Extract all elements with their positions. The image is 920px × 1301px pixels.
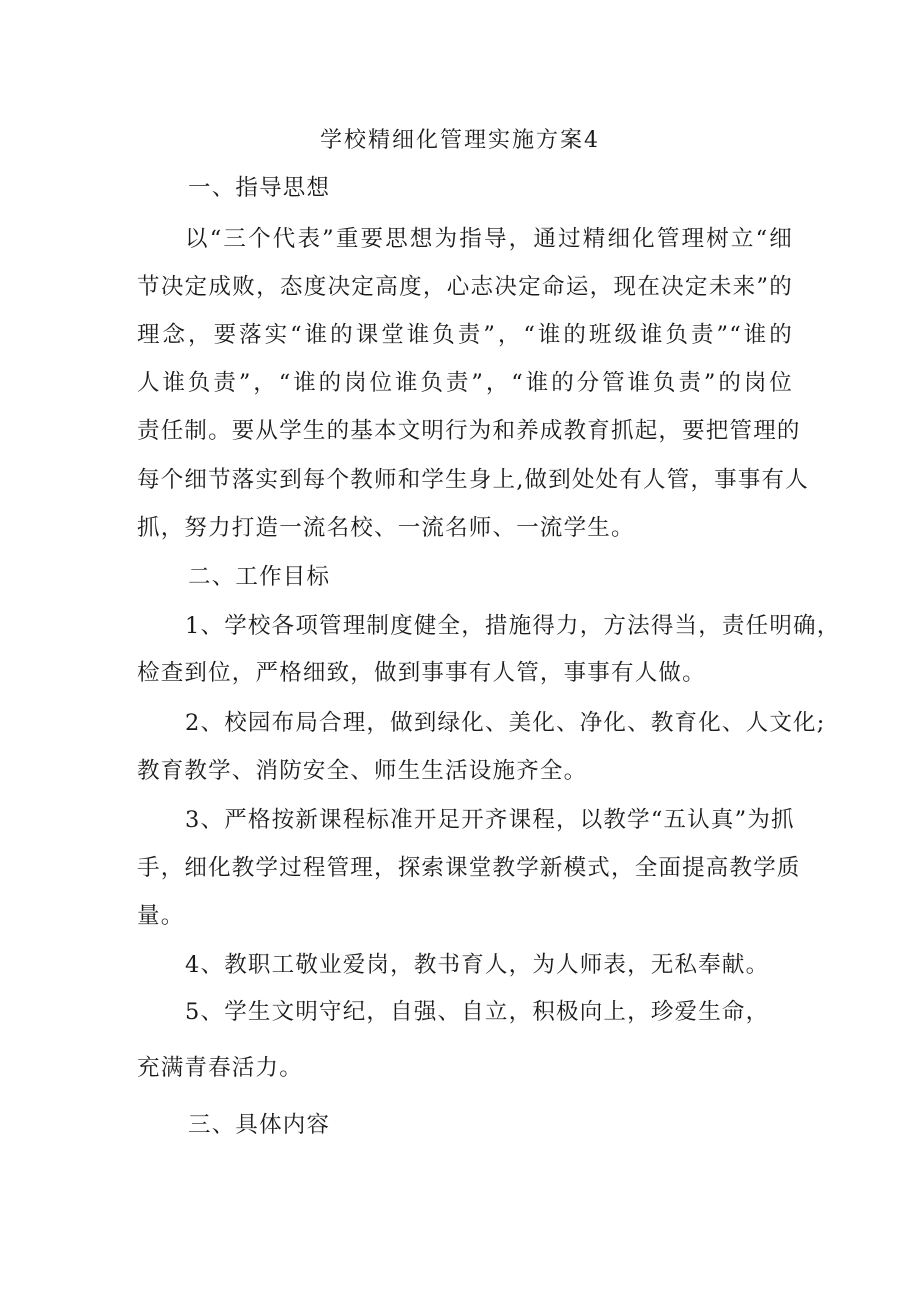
section-heading-3: 三、具体内容 xyxy=(188,1112,331,1138)
section-heading-2: 二、工作目标 xyxy=(188,564,331,590)
page-title: 学校精细化管理实施方案4 xyxy=(320,128,600,153)
goal-5-line: 充满青春活力。 xyxy=(137,1055,303,1081)
goal-3-line: 量。 xyxy=(137,903,185,929)
goal-4-line: 4、教职工敬业爱岗，教书育人，为人师表，无私奉献。 xyxy=(185,952,770,978)
goal-3-line: 手，细化教学过程管理，探索课堂教学新模式，全面提高教学质 xyxy=(137,855,801,881)
paragraph-line: 以“三个代表”重要思想为指导，通过精细化管理树立“细 xyxy=(185,226,793,252)
paragraph-line: 理念，要落实“谁的课堂谁负责”，“谁的班级谁负责”“谁的 xyxy=(137,322,793,348)
section-heading-1: 一、指导思想 xyxy=(188,175,331,201)
paragraph-line: 节决定成败，态度决定高度，心志决定命运，现在决定未来”的 xyxy=(137,274,793,300)
goal-5-line: 5、学生文明守纪，自强、自立，积极向上，珍爱生命， xyxy=(185,999,770,1025)
goal-3-line: 3、严格按新课程标准开足开齐课程，以教学“五认真”为抓 xyxy=(185,807,795,833)
paragraph-line: 抓，努力打造一流名校、一流名师、一流学生。 xyxy=(137,515,635,541)
goal-1-line: 1、学校各项管理制度健全，措施得力，方法得当，责任明确， xyxy=(185,613,841,639)
paragraph-line: 责任制。要从学生的基本文明行为和养成教育抓起，要把管理的 xyxy=(137,418,801,444)
goal-1-line: 检查到位，严格细致，做到事事有人管，事事有人做。 xyxy=(137,660,706,686)
paragraph-line: 每个细节落实到每个教师和学生身上,做到处处有人管，事事有人 xyxy=(137,467,809,493)
goal-2-line: 教育教学、消防安全、师生生活设施齐全。 xyxy=(137,758,588,784)
paragraph-line: 人谁负责”，“谁的岗位谁负责”，“谁的分管谁负责”的岗位 xyxy=(137,370,793,396)
goal-2-line: 2、校园布局合理，做到绿化、美化、净化、教育化、人文化; xyxy=(185,710,826,736)
